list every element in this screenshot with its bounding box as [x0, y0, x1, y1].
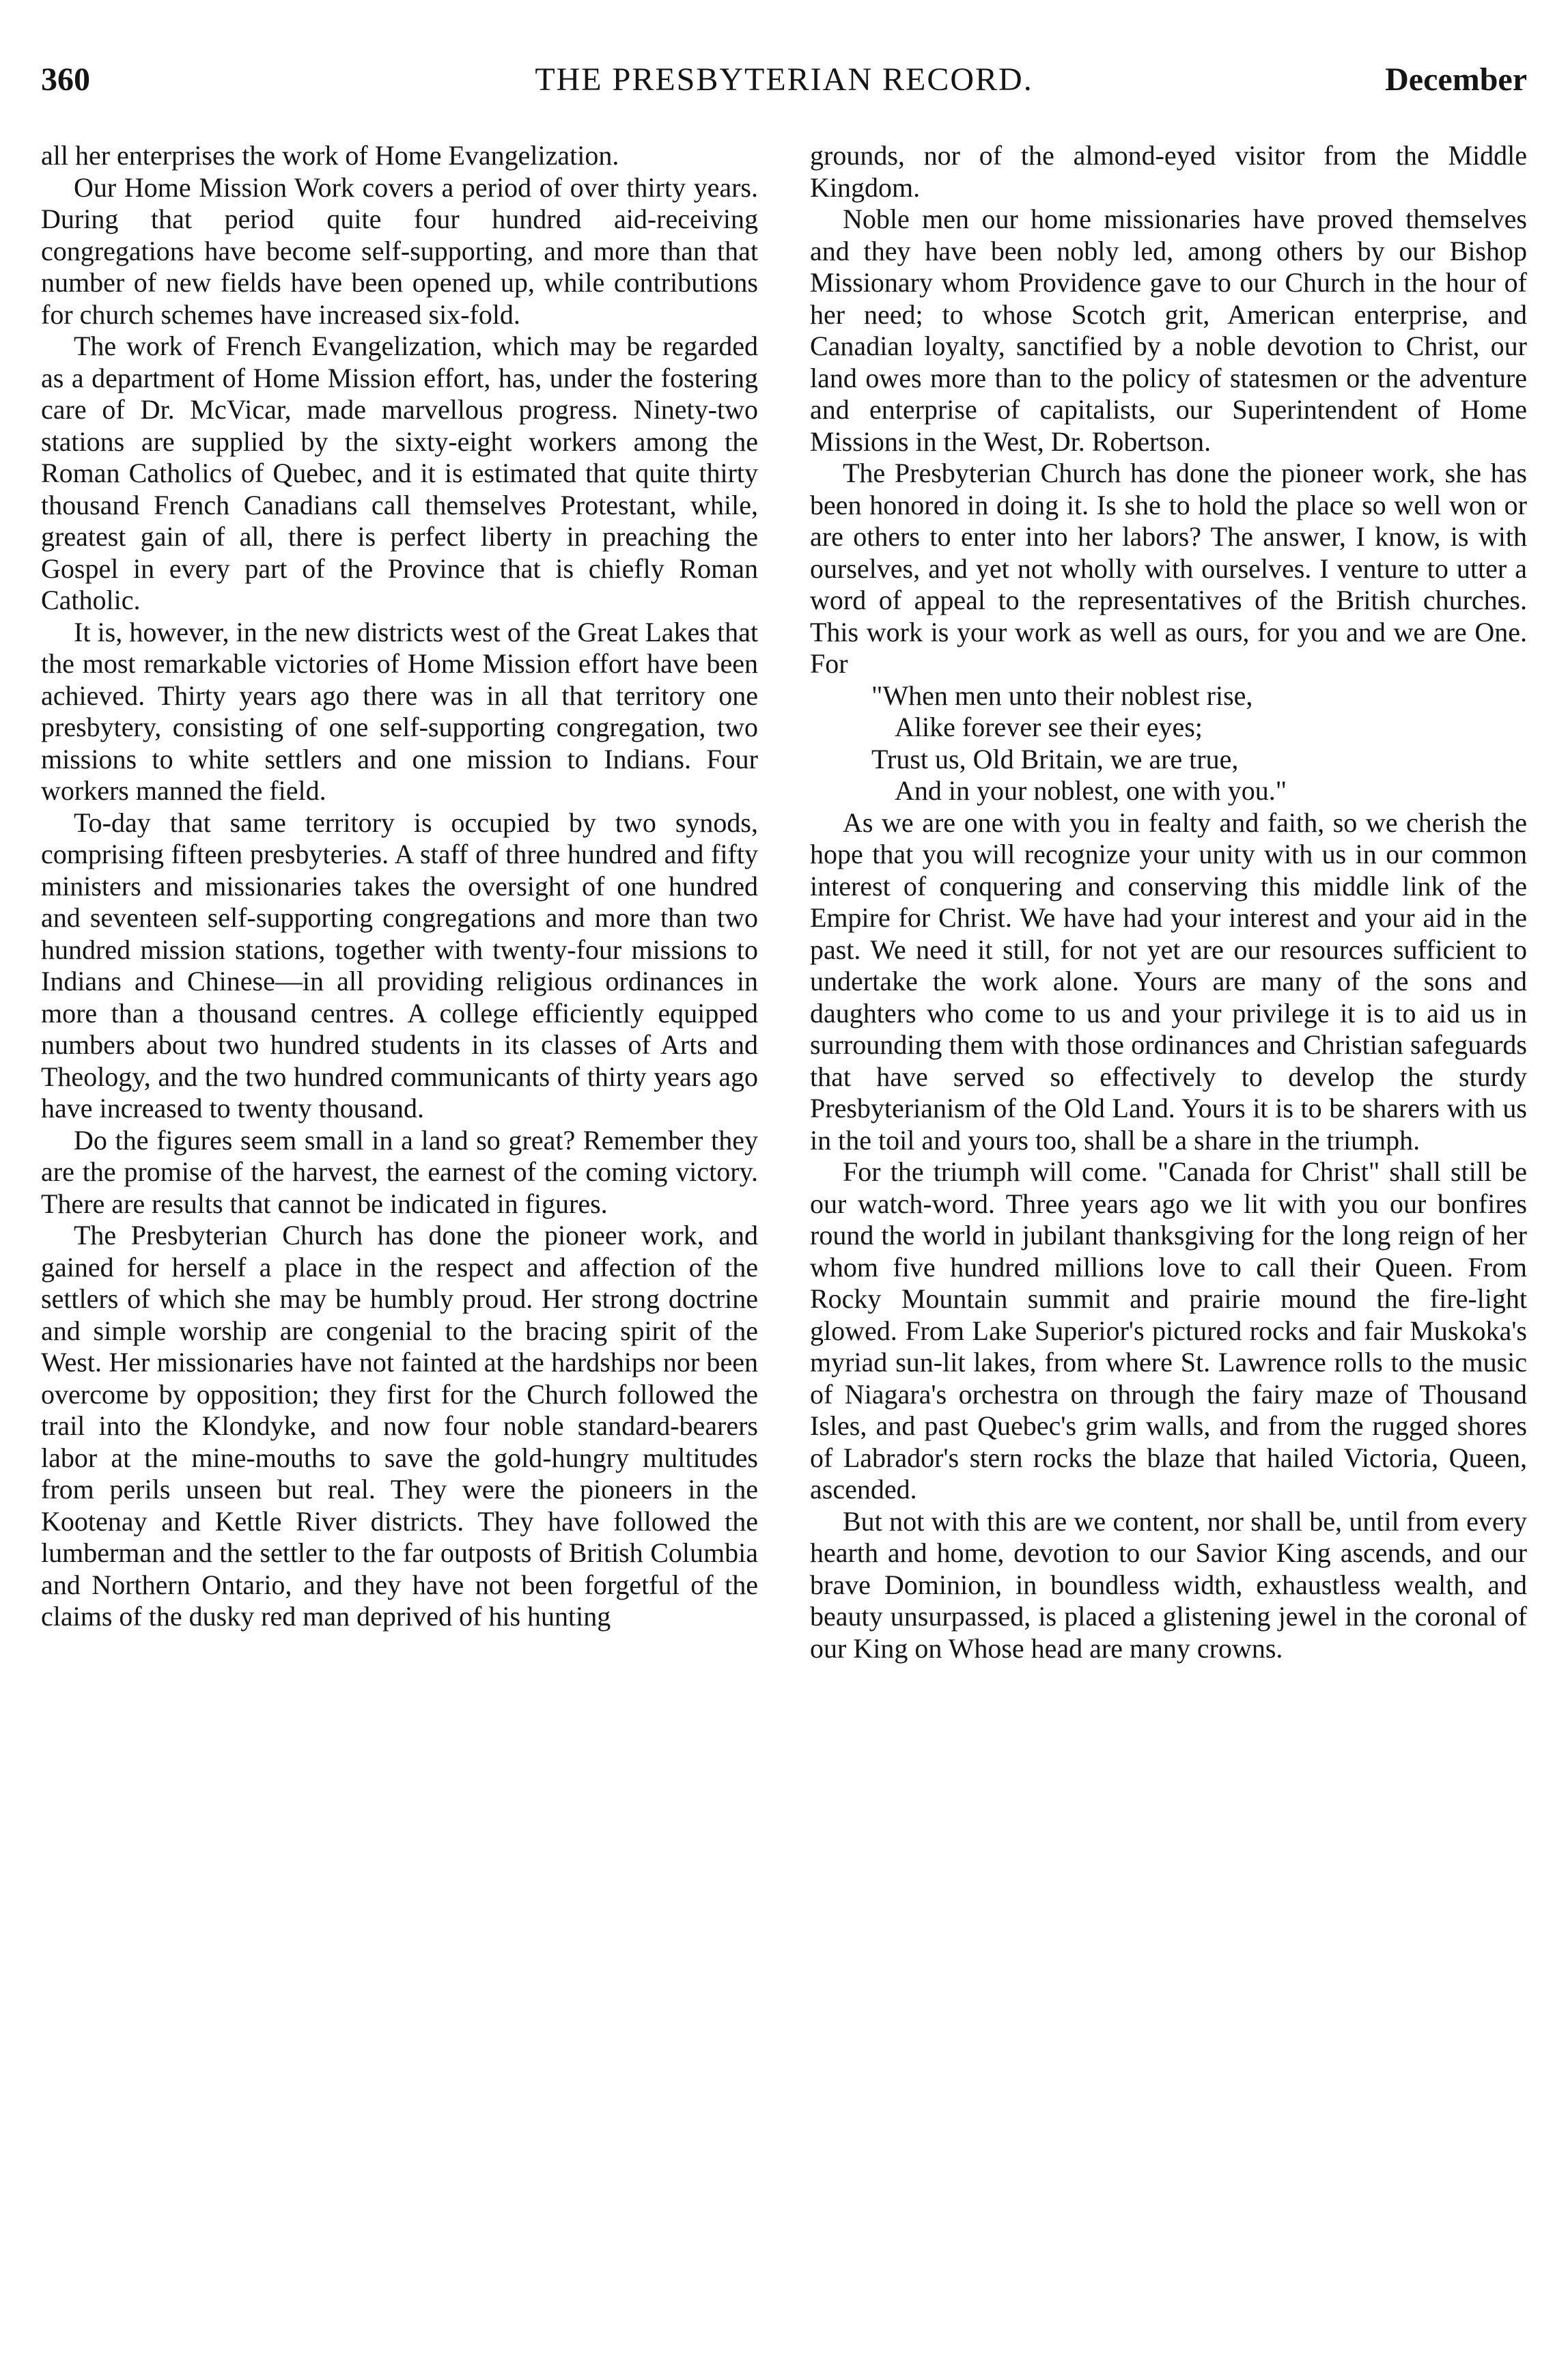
- paragraph: As we are one with you in fealty and faith, so we cherish the hope that you will recognize your unity with us in our common interest of conquering and conserving this middle link of the Empire for Christ. We have had your interest and your aid in the past. We need it still, for not yet are our resources sufficient to undertake the work alone. Yours are many of the sons and daughters who come to us and your privilege it is to aid us in surrounding them with those ordinances and Christian safeguards that have served so effectively to develop the sturdy Presbyterianism of the Old Land. Yours it is to be sharers with us in the toil and yours too, shall be a share in the triumph.: [810, 807, 1527, 1156]
- paragraph: Do the figures seem small in a land so great? Remember they are the promise of the harvest, the earnest of the coming victory. There are results that cannot be indicated in figures.: [41, 1124, 758, 1219]
- publication-title: THE PRESBYTERIAN RECORD.: [535, 61, 1033, 98]
- page-number: 360: [41, 61, 90, 98]
- paragraph: The Presbyterian Church has done the pioneer work, she has been honored in doing it. Is she to hold the place so well won or are others to enter into her labors? The answer, I know, is with ourselves, and yet not wholly with ourselves. I venture to utter a word of appeal to the representatives of the British churches. This work is your work as well as ours, for you and we are One. For: [810, 458, 1527, 679]
- verse-line: Alike forever see their eyes;: [895, 712, 1203, 742]
- article-body: [41, 140, 1527, 1664]
- paragraph: all her enterprises the work of Home Evangelization.: [41, 140, 619, 171]
- paragraph: The work of French Evangelization, which may be regarded as a department of Home Mission effort, has, under the fostering care of Dr. McVicar, made marvellous progress. Ninety-two stations are supplied by the sixty-eight workers among the Roman Catholics of Quebec, and it is estimated that quite thirty thousand French Canadians call themselves Protestant, while, greatest gain of all, there is perfect liberty in preaching the Gospel in every part of the Province that is chiefly Roman Catholic.: [41, 331, 758, 615]
- paragraph: But not with this are we content, nor shall be, until from every hearth and home, devotion to our Savior King ascends, and our brave Dominion, in boundless width, exhaustless wealth, and beauty unsurpassed, is placed a glistening jewel in the coronal of our King on Whose head are many crowns.: [810, 1505, 1527, 1664]
- paragraph: grounds, nor of the almond-eyed visitor from the Middle Kingdom.: [810, 140, 1527, 203]
- verse-line: Trust us, Old Britain, we are true,: [871, 743, 1239, 774]
- verse-line: "When men unto their noblest rise,: [871, 680, 1253, 711]
- paragraph: To-day that same territory is occupied by two synods, comprising fifteen presbyteries. A staff of three hundred and fifty ministers and missionaries takes the oversight of one hundred and seventeen self-supporting congregations and more than two hundred mission stations, together with twenty-four missions to Indians and Chinese—in all providing religious ordinances in more than a thousand centres. A college efficiently equipped numbers about two hundred students in its classes of Arts and Theology, and the two hundred communicants of thirty years ago have increased to twenty thousand.: [41, 807, 758, 1123]
- paragraph: It is, however, in the new districts west of the Great Lakes that the most remarkable victories of Home Mission effort have been achieved. Thirty years ago there was in all that territory one presbytery, consisting of one self-supporting congregation, two missions to white settlers and one mission to Indians. Four workers manned the field.: [41, 616, 758, 806]
- poem-quotation: [810, 680, 1527, 807]
- issue-month: December: [1385, 61, 1527, 98]
- paragraph: The Presbyterian Church has done the pioneer work, and gained for herself a place in the respect and affection of the settlers of which she may be humbly proud. Her strong doctrine and simple worship are congenial to the bracing spirit of the West. Her missionaries have not fainted at the hardships nor been overcome by opposition; they first for the Church followed the trail into the Klondyke, and now four noble standard-bearers labor at the mine-mouths to save the gold-hungry multitudes from perils unseen but real. They were the pioneers in the Kootenay and Kettle River districts. They have followed the lumberman and the settler to the far outposts of British Columbia and Northern Ontario, and they have not been forgetful of the claims of the dusky red man deprived of his hunting: [41, 1220, 758, 1632]
- paragraph: Our Home Mission Work covers a period of over thirty years. During that period quite four hundred aid-receiving congregations have become self-supporting, and more than that number of new fields have been opened up, while contributions for church schemes have increased six-fold.: [41, 171, 758, 330]
- paragraph: For the triumph will come. "Canada for Christ" shall still be our watch-word. Three years ago we lit with you our bonfires round the world in jubilant thanksgiving for the long reign of her whom five hundred millions love to call their Queen. From Rocky Mountain summit and prairie mound the fire-light glowed. From Lake Superior's pictured rocks and fair Muskoka's myriad sun-lit lakes, from where St. Lawrence rolls to the music of Niagara's orchestra on through the fairy maze of Thousand Isles, and past Quebec's grim walls, and from the rugged shores of Labrador's stern rocks the blaze that hailed Victoria, Queen, ascended.: [810, 1156, 1527, 1505]
- paragraph: Noble men our home missionaries have proved themselves and they have been nobly led, among others by our Bishop Missionary whom Providence gave to our Church in the hour of her need; to whose Scotch grit, American enterprise, and Canadian loyalty, sanctified by a noble devotion to Christ, our land owes more than to the policy of statesmen or the adventure and enterprise of capitalists, our Superintendent of Home Missions in the West, Dr. Robertson.: [810, 204, 1527, 457]
- left-column: [41, 140, 758, 1664]
- verse-line: And in your noblest, one with you.": [895, 775, 1287, 806]
- right-column: [810, 140, 1527, 1664]
- running-header: [41, 53, 1527, 107]
